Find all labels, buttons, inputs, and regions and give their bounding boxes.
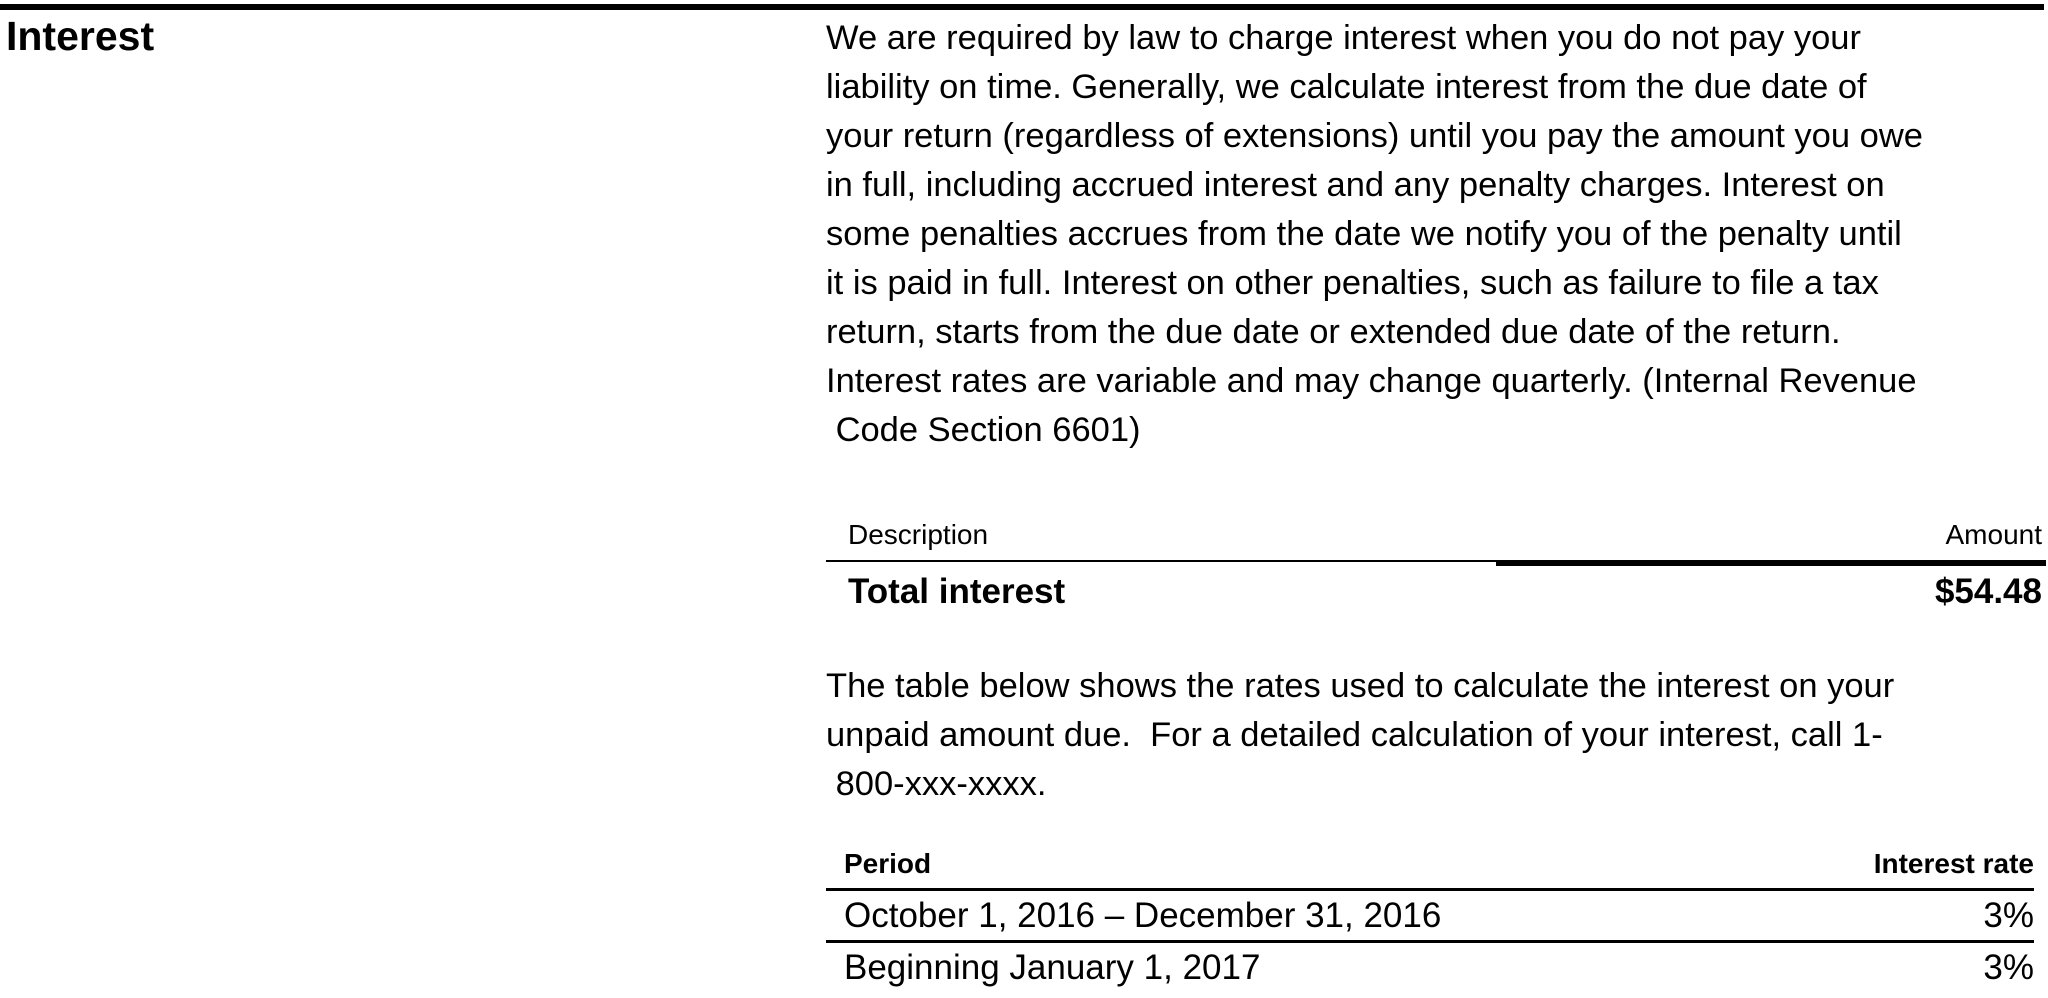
intro-paragraph <box>826 14 2046 455</box>
total-interest-label: Total interest <box>848 572 1066 611</box>
table-row <box>826 891 2034 940</box>
intro-line: return, starts from the due date or extended due date of the return. <box>826 313 1841 351</box>
summary-header-rule <box>826 560 2046 568</box>
section-heading: Interest <box>6 13 155 59</box>
rates-note-line: The table below shows the rates used to calculate the interest on your <box>826 667 1895 705</box>
total-interest-amount: $54.48 <box>1934 572 2042 611</box>
table-row <box>826 943 2034 992</box>
description-column-header: Description <box>848 519 989 550</box>
thin-rule <box>826 560 1496 562</box>
rate-column-header: Interest rate <box>1873 848 2034 879</box>
intro-line: it is paid in full. Interest on other penalties, such as failure to file a tax <box>826 264 1879 302</box>
thick-rule <box>1496 560 2046 566</box>
period-cell: October 1, 2016 – December 31, 2016 <box>844 895 1442 935</box>
intro-line: Interest rates are variable and may change quarterly. (Internal Revenue <box>826 362 1917 400</box>
interest-rate-table <box>826 840 2034 992</box>
amount-column-header: Amount <box>1945 519 2042 550</box>
intro-line: liability on time. Generally, we calculate interest from the due date of <box>826 68 1867 106</box>
rate-cell: 3% <box>1983 947 2034 987</box>
total-interest-row <box>826 568 2046 616</box>
intro-line: in full, including accrued interest and any penalty charges. Interest on <box>826 166 1885 204</box>
rate-cell: 3% <box>1983 895 2034 935</box>
intro-line: some penalties accrues from the date we notify you of the penalty until <box>826 215 1902 253</box>
intro-line: Code Section 6601) <box>826 411 1141 449</box>
period-column-header: Period <box>844 848 932 879</box>
rates-note-paragraph <box>826 662 2046 809</box>
section-top-rule <box>0 4 2044 10</box>
interest-summary-header <box>826 510 2046 560</box>
interest-summary-table <box>826 510 2046 616</box>
intro-line: your return (regardless of extensions) until you pay the amount you owe <box>826 117 1923 155</box>
rates-note-line: unpaid amount due. For a detailed calculation of your interest, call 1- <box>826 716 1883 754</box>
rates-note-line: 800-xxx-xxxx. <box>826 765 1047 803</box>
intro-line: We are required by law to charge interest when you do not pay your <box>826 19 1861 57</box>
rate-table-header <box>826 840 2034 888</box>
period-cell: Beginning January 1, 2017 <box>844 947 1261 987</box>
